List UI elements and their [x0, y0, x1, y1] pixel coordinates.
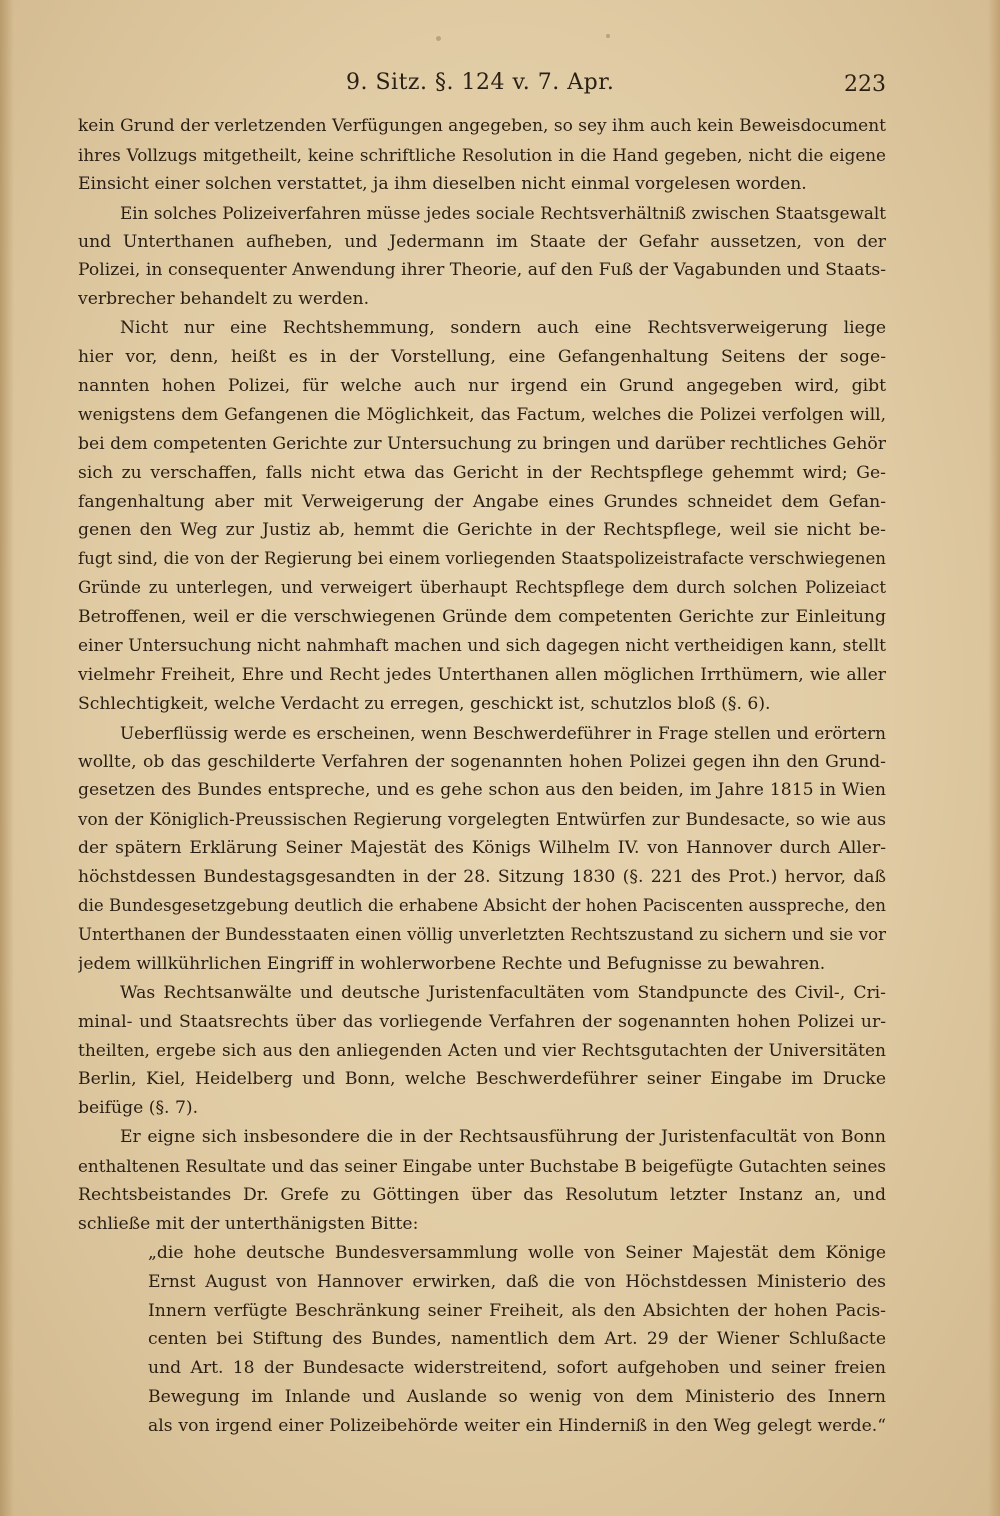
text-line: beifüge (§. 7). — [78, 1098, 199, 1119]
text-line: einer Untersuchung nicht nahmhaft machen und sich dagegen nicht vertheidigen kann, stellt — [78, 636, 886, 657]
text-line: Betroffenen, weil er die verschwiegenen Gründe dem competenten Gerichte zur Einleitung — [78, 607, 886, 628]
text-line: bei dem competenten Gerichte zur Untersuchung zu bringen und darüber rechtliches Gehör — [78, 433, 886, 454]
text-line: kein Grund der verletzenden Verfügungen angegeben, so sey ihm auch kein Beweisdocument — [78, 116, 886, 136]
body-text — [78, 112, 886, 1441]
text-line: sich zu verschaffen, falls nicht etwa das Gericht in der Rechtspflege gehemmt wird; Ge- — [78, 462, 886, 483]
text-line: fugt sind, die von der Regierung bei einem vorliegenden Staatspolizeistrafacte verschwiegenen — [78, 549, 886, 569]
quoted-petition-line: als von irgend einer Polizeibehörde weiter ein Hinderniß in den Weg gelegt werde.“ — [148, 1416, 886, 1437]
running-head: 9. Sitz. §. 124 v. 7. Apr. — [346, 70, 615, 95]
text-line: von der Königlich-Preussischen Regierung vorgelegten Entwürfen zur Bundesacte, so wie aus — [78, 809, 886, 830]
text-line: Unterthanen der Bundesstaaten einen völlig unverletzten Rechtszustand zu sichern und sie vor — [78, 924, 886, 944]
text-line: Gründe zu unterlegen, und verweigert überhaupt Rechtspflege dem durch solchen Polizeiact — [78, 578, 886, 598]
text-line: wenigstens dem Gefangenen die Möglichkeit, das Factum, welches die Polizei verfolgen will, — [78, 404, 886, 425]
quoted-petition-line: und Art. 18 der Bundesacte widerstreitend, sofort aufgehoben und seiner freien — [148, 1358, 886, 1379]
quoted-petition-line: „die hohe deutsche Bundesversammlung wolle von Seiner Majestät dem Könige — [148, 1242, 886, 1263]
text-line: und Unterthanen aufheben, und Jedermann im Staate der Gefahr aussetzen, von der — [78, 231, 886, 252]
text-line: Berlin, Kiel, Heidelberg und Bonn, welche Beschwerdeführer seiner Eingabe im Drucke — [78, 1069, 886, 1090]
text-line: Er eigne sich insbesondere die in der Rechtsausführung der Juristenfacultät von Bonn — [120, 1127, 886, 1148]
text-line: jedem willkührlichen Eingriff in wohlerworbene Rechte und Befugnisse zu bewahren. — [78, 953, 826, 974]
text-line: theilten, ergebe sich aus den anliegenden Acten und vier Rechtsgutachten der Universitäten — [78, 1040, 886, 1061]
page-header — [78, 66, 886, 100]
page-edge-shadow-right — [988, 0, 1000, 1516]
quoted-petition-line: Ernst August von Hannover erwirken, daß die von Höchstdessen Ministerio des — [148, 1271, 886, 1292]
paper-spot — [606, 34, 610, 38]
text-line: verbrecher behandelt zu werden. — [78, 289, 370, 310]
text-line: Rechtsbeistandes Dr. Grefe zu Göttingen über das Resolutum letzter Instanz an, und — [78, 1184, 886, 1205]
text-line: Einsicht einer solchen verstattet, ja ihm dieselben nicht einmal vorgelesen worden. — [78, 173, 807, 194]
text-line: wollte, ob das geschilderte Verfahren der sogenannten hohen Polizei gegen ihn den Grund- — [78, 751, 886, 772]
text-line: schließe mit der unterthänigsten Bitte: — [78, 1213, 419, 1234]
text-line: fangenhaltung aber mit Verweigerung der Angabe eines Grundes schneidet dem Gefan- — [78, 491, 886, 512]
text-line: nannten hohen Polizei, für welche auch nur irgend ein Grund angegeben wird, gibt — [78, 376, 886, 397]
text-line: der spätern Erklärung Seiner Majestät des Königs Wilhelm IV. von Hannover durch Aller- — [78, 838, 886, 859]
text-line: vielmehr Freiheit, Ehre und Recht jedes Unterthanen allen möglichen Irrthümern, wie aller — [78, 664, 886, 685]
text-line: Ein solches Polizeiverfahren müsse jedes sociale Rechtsverhältniß zwischen Staatsgewalt — [120, 202, 886, 223]
paper-spot — [436, 36, 441, 41]
text-line: minal- und Staatsrechts über das vorliegende Verfahren der sogenannten hohen Polizei ur- — [78, 1011, 886, 1032]
quoted-petition-line: centen bei Stiftung des Bundes, namentlich dem Art. 29 der Wiener Schlußacte — [148, 1329, 886, 1350]
text-line: hier vor, denn, heißt es in der Vorstellung, eine Gefangenhaltung Seitens der soge- — [78, 347, 886, 368]
text-line: Ueberflüssig werde es erscheinen, wenn Beschwerdeführer in Frage stellen und erörtern — [120, 722, 886, 743]
text-line: Nicht nur eine Rechtshemmung, sondern auch eine Rechtsverweigerung liege — [120, 318, 886, 339]
page-edge-shadow-left — [0, 0, 14, 1516]
text-line: enthaltenen Resultate und das seiner Eingabe unter Buchstabe B beigefügte Gutachten seines — [78, 1156, 886, 1177]
text-line: Polizei, in consequenter Anwendung ihrer Theorie, auf den Fuß der Vagabunden und Staats- — [78, 260, 886, 281]
text-line: gesetzen des Bundes entspreche, und es gehe schon aus den beiden, im Jahre 1815 in Wien — [78, 780, 886, 801]
text-line: Was Rechtsanwälte und deutsche Juristenfacultäten vom Standpuncte des Civil-, Cri- — [120, 982, 886, 1003]
text-line: Schlechtigkeit, welche Verdacht zu erregen, geschickt ist, schutzlos bloß (§. 6). — [78, 693, 771, 714]
text-line: die Bundesgesetzgebung deutlich die erhabene Absicht der hohen Paciscenten ausspreche, den — [78, 896, 886, 916]
text-line: genen den Weg zur Justiz ab, hemmt die Gerichte in der Rechtspflege, weil sie nicht be- — [78, 520, 886, 541]
text-line: höchstdessen Bundestagsgesandten in der 28. Sitzung 1830 (§. 221 des Prot.) hervor, daß — [78, 867, 886, 888]
text-line: ihres Vollzugs mitgetheilt, keine schriftliche Resolution in die Hand gegeben, nicht die eigene — [78, 144, 886, 165]
page-number: 223 — [844, 72, 886, 97]
quoted-petition-line: Bewegung im Inlande und Auslande so wenig von dem Ministerio des Innern — [148, 1387, 886, 1408]
quoted-petition-line: Innern verfügte Beschränkung seiner Freiheit, als den Absichten der hohen Pacis- — [148, 1300, 886, 1321]
